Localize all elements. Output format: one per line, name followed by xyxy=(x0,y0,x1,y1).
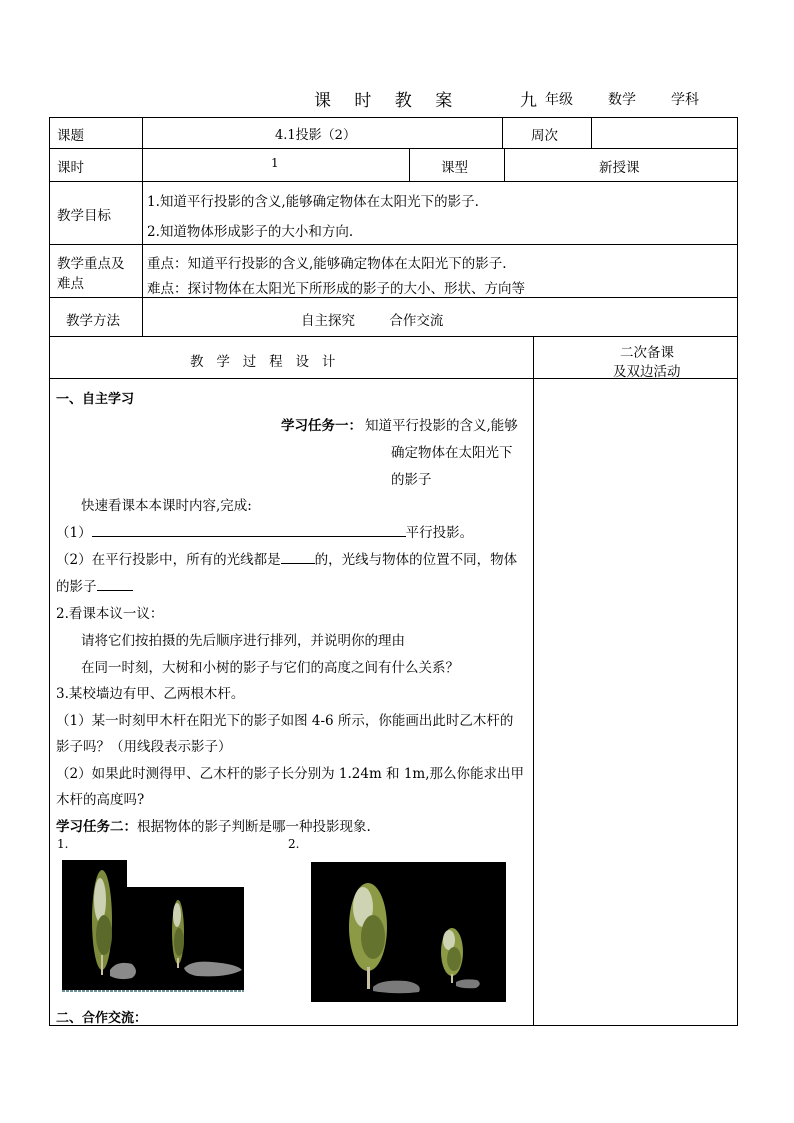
subject-value: 数学 xyxy=(608,92,636,108)
second-prep-header: 二次备课 xyxy=(620,345,674,361)
method-label: 教学方法 xyxy=(66,313,120,329)
question-2-line2 xyxy=(56,575,133,595)
topic-label: 课题 xyxy=(57,128,84,144)
task2 xyxy=(56,815,371,835)
figure-2-trees-image xyxy=(311,862,506,1002)
method-value: 自主探究 合作交流 xyxy=(301,313,444,329)
process-design-header: 教 学 过 程 设 计 xyxy=(190,354,336,370)
answer-blank xyxy=(97,576,133,591)
task2-text: 根据物体的影子判断是哪一种投影现象. xyxy=(137,819,371,835)
task1-label: 学习任务一： xyxy=(281,418,362,434)
quick-read-instruction: 快速看课本本课时内容,完成: xyxy=(81,498,252,514)
goal-item: 1.知道平行投影的含义,能够确定物体在太阳光下的影子. xyxy=(147,194,479,210)
task1-line: 知道平行投影的含义,能够 xyxy=(365,418,518,434)
item-3: 3.某校墙边有甲、乙两根木杆。 xyxy=(56,686,245,702)
topic-value: 4.1投影（2） xyxy=(275,128,356,143)
figure-2-label: 2. xyxy=(288,837,300,851)
task1-line: 确定物体在太阳光下 xyxy=(391,445,513,461)
key-label-line2: 难点 xyxy=(57,276,84,292)
question-2-text-c: 的影子 xyxy=(56,579,97,595)
section-cooperation: 二、合作交流： xyxy=(56,1011,148,1026)
task1-line: 的影子 xyxy=(391,472,432,488)
question-2-text: （2）在平行投影中，所有的光线都是 xyxy=(56,552,281,568)
item-3-2: （2）如果此时测得甲、乙木杆的影子长分别为 1.24m 和 1m,那么你能求出甲 xyxy=(56,766,525,782)
question-2-text-b: 的，光线与物体的位置不同，物体 xyxy=(314,552,518,568)
answer-blank xyxy=(281,549,315,564)
lesson-plan-title: 课 时 教 案 xyxy=(314,91,462,111)
grade-suffix: 年级 xyxy=(545,92,573,108)
question-1-prefix: （1） xyxy=(56,525,92,541)
item-3-1-cont: 影子吗？（用线段表示影子） xyxy=(56,739,232,755)
question-2 xyxy=(56,548,517,568)
answer-blank xyxy=(92,522,406,537)
item-2-a: 请将它们按拍摄的先后顺序进行排列，并说明你的理由 xyxy=(81,633,405,649)
section-self-study: 一、自主学习 xyxy=(56,392,135,407)
subject-suffix: 学科 xyxy=(671,92,699,108)
figure-1-label: 1. xyxy=(57,837,69,851)
question-1 xyxy=(56,521,473,541)
item-3-2-cont: 木杆的高度吗? xyxy=(56,792,145,808)
key-point: 重点：知道平行投影的含义,能够确定物体在太阳光下的影子. xyxy=(147,256,507,272)
type-value: 新授课 xyxy=(599,160,640,176)
task2-label: 学习任务二： xyxy=(56,819,137,835)
difficult-point: 难点：探讨物体在太阳光下所形成的影子的大小、形状、方向等 xyxy=(147,281,525,297)
week-label: 周次 xyxy=(531,128,558,144)
question-1-suffix: 平行投影。 xyxy=(405,525,474,541)
second-prep-header-line2: 及双边活动 xyxy=(613,364,681,380)
page-header xyxy=(0,86,794,110)
grade-value: 九 xyxy=(520,91,537,111)
item-2: 2.看课本议一议： xyxy=(56,606,164,622)
item-3-1: （1）某一时刻甲木杆在阳光下的影子如图 4-6 所示，你能画出此时乙木杆的 xyxy=(56,713,514,729)
goals-label: 教学目标 xyxy=(57,208,111,224)
goal-item: 2.知道物体形成影子的大小和方向. xyxy=(147,224,354,240)
period-value: 1 xyxy=(271,156,279,170)
key-label-line1: 教学重点及 xyxy=(57,256,125,272)
period-label: 课时 xyxy=(57,160,84,176)
type-label: 课型 xyxy=(441,160,468,176)
item-2-b: 在同一时刻，大树和小树的影子与它们的高度之间有什么关系？ xyxy=(81,660,459,676)
figure-1-trees-image xyxy=(62,860,245,996)
